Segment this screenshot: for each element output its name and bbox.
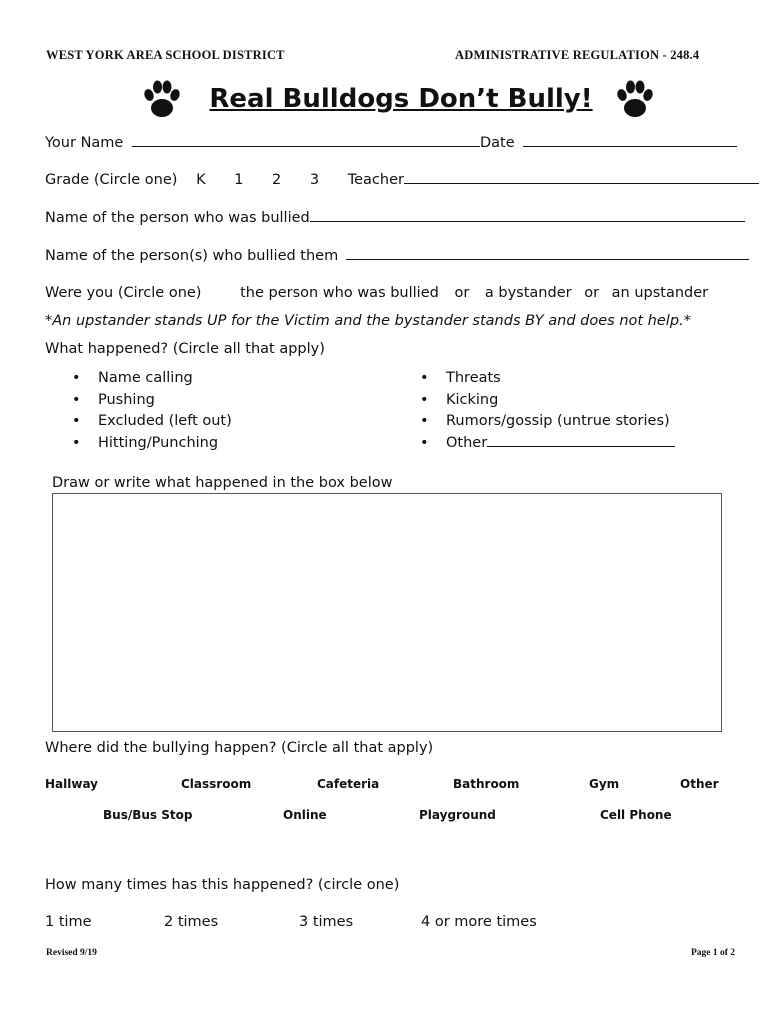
grade-teacher-row — [45, 172, 759, 188]
list-item[interactable]: • Kicking — [416, 390, 675, 412]
your-name-field[interactable] — [132, 145, 480, 147]
where-label: Where did the bullying happen? (Circle all that apply) — [45, 740, 434, 756]
bullies-row — [45, 248, 749, 264]
teacher-label: Teacher — [347, 172, 404, 188]
other-field[interactable] — [487, 445, 675, 447]
teacher-field[interactable] — [404, 182, 759, 184]
role-option-bystander[interactable]: a bystander — [484, 285, 572, 301]
bullied-person-label: Name of the person who was bullied — [45, 210, 310, 226]
list-item-other[interactable] — [416, 433, 675, 455]
list-item[interactable]: • Rumors/gossip (untrue stories) — [416, 411, 675, 433]
what-happened-left-list — [68, 368, 232, 454]
what-happened-label: What happened? (Circle all that apply) — [45, 341, 325, 357]
date-label: Date — [479, 135, 515, 151]
page-title: Real Bulldogs Don’t Bully! — [209, 84, 593, 114]
location-cafeteria[interactable]: Cafeteria — [317, 777, 380, 791]
location-cell-phone[interactable]: Cell Phone — [600, 808, 672, 822]
other-label: Other — [446, 434, 488, 451]
regulation-number: ADMINISTRATIVE REGULATION - 248.4 — [455, 48, 700, 62]
how-many-label: How many times has this happened? (circle one) — [45, 877, 400, 893]
upstander-note: *An upstander stands UP for the Victim and the bystander stands BY and does not help.* — [45, 313, 691, 329]
list-item[interactable]: • Excluded (left out) — [68, 411, 232, 433]
role-row — [45, 285, 708, 301]
location-online[interactable]: Online — [283, 808, 327, 822]
what-happened-right-list — [416, 368, 675, 454]
location-bus-stop[interactable]: Bus/Bus Stop — [103, 808, 193, 822]
were-you-label: Were you (Circle one) — [45, 285, 202, 301]
bullied-person-row — [45, 210, 745, 226]
list-item[interactable]: • Name calling — [68, 368, 232, 390]
role-or-2: or — [584, 285, 600, 301]
bullies-field[interactable] — [346, 258, 749, 260]
location-bathroom[interactable]: Bathroom — [453, 777, 520, 791]
location-classroom[interactable]: Classroom — [181, 777, 252, 791]
date-field[interactable] — [523, 145, 737, 147]
list-item[interactable]: • Pushing — [68, 390, 232, 412]
times-option-4[interactable]: 4 or more times — [421, 914, 537, 930]
bullied-person-field[interactable] — [310, 220, 745, 222]
list-item[interactable]: • Hitting/Punching — [68, 433, 232, 455]
location-other[interactable]: Other — [680, 777, 719, 791]
role-or-1: or — [454, 285, 470, 301]
your-name-label: Your Name — [45, 135, 124, 151]
location-hallway[interactable]: Hallway — [45, 777, 99, 791]
name-date-row — [45, 135, 737, 151]
grade-option-k[interactable]: K — [196, 172, 206, 188]
revised-date: Revised 9/19 — [46, 948, 97, 958]
times-option-3[interactable]: 3 times — [299, 914, 354, 930]
grade-option-1[interactable]: 1 — [234, 172, 244, 188]
role-option-bullied[interactable]: the person who was bullied — [240, 285, 439, 301]
grade-option-2[interactable]: 2 — [272, 172, 282, 188]
times-option-2[interactable]: 2 times — [164, 914, 219, 930]
page-number: Page 1 of 2 — [691, 948, 736, 958]
times-option-1[interactable]: 1 time — [45, 914, 92, 930]
role-option-upstander[interactable]: an upstander — [611, 285, 709, 301]
district-name: WEST YORK AREA SCHOOL DISTRICT — [46, 48, 285, 62]
list-item[interactable]: • Threats — [416, 368, 675, 390]
bullies-label: Name of the person(s) who bullied them — [45, 248, 339, 264]
location-playground[interactable]: Playground — [419, 808, 496, 822]
drawing-box[interactable] — [52, 493, 722, 732]
draw-label: Draw or write what happened in the box below — [52, 475, 393, 491]
grade-label: Grade (Circle one) — [45, 172, 178, 188]
location-gym[interactable]: Gym — [589, 777, 620, 791]
grade-option-3[interactable]: 3 — [309, 172, 320, 188]
